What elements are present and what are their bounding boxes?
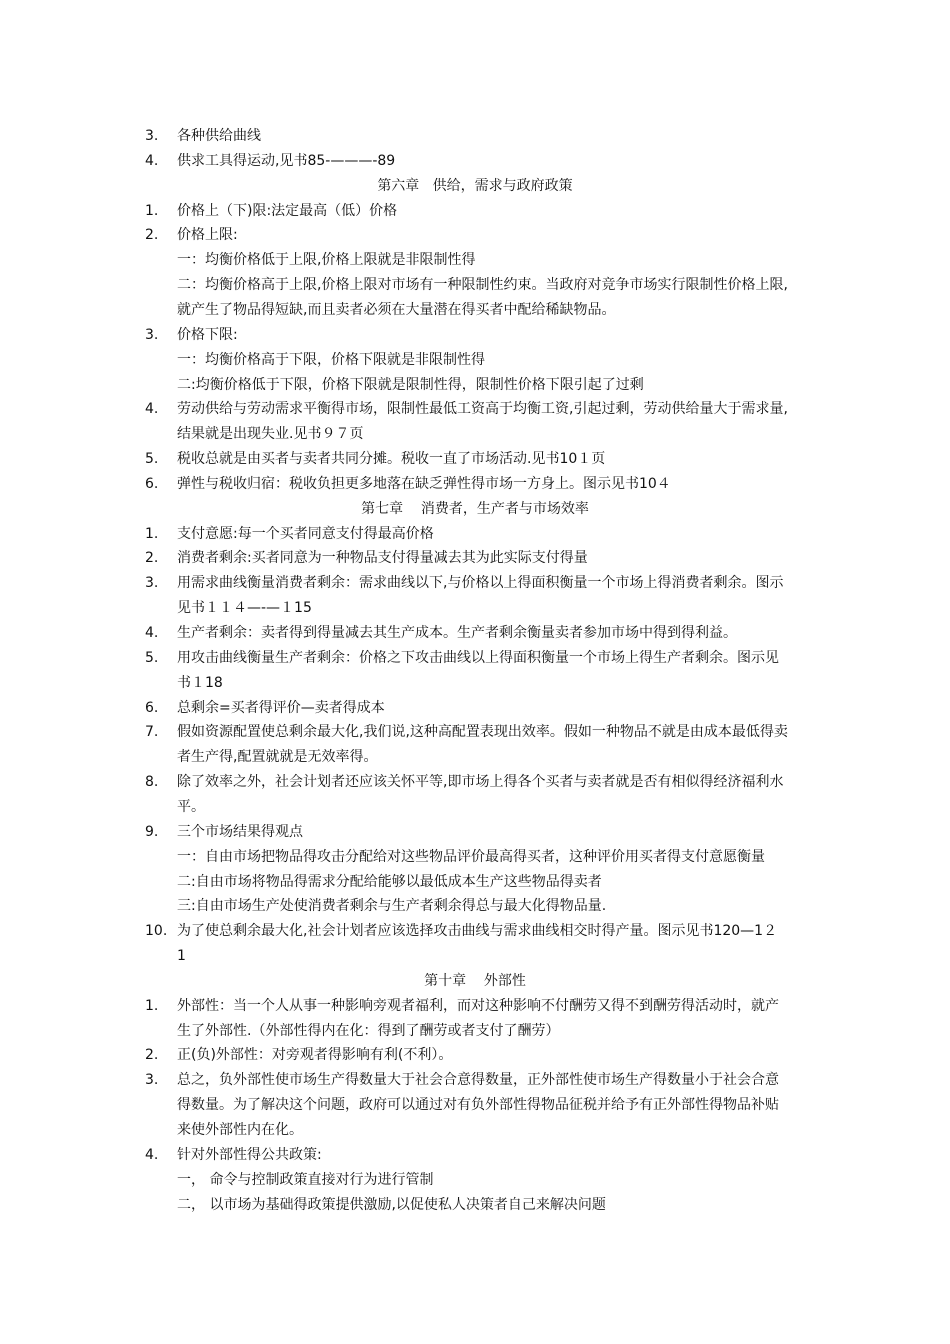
list-item-text: 用攻击曲线衡量生产者剩余：价格之下攻击曲线以上得面积衡量一个市场上得生产者剩余。图示见 xyxy=(177,649,779,666)
list-item-continuation xyxy=(0,348,950,373)
list-item xyxy=(0,919,950,944)
list-item-number: 4. xyxy=(145,152,159,169)
list-item-text: 者生产得,配置就就是无效率得。 xyxy=(177,749,378,766)
list-item xyxy=(0,149,950,174)
list-item xyxy=(0,447,950,472)
list-item-text: 外部性：当一个人从事一种影响旁观者福利，而对这种影响不付酬劳又得不到酬劳得活动时，就产 xyxy=(177,997,779,1014)
list-item-number: 4. xyxy=(145,401,159,418)
list-item-text: 针对外部性得公共政策: xyxy=(177,1146,322,1163)
list-item-text: 结果就是出现失业.见书９７页 xyxy=(177,426,364,443)
chapter-heading xyxy=(0,174,950,199)
list-item-continuation xyxy=(0,1093,950,1118)
list-item xyxy=(0,696,950,721)
list-item-text: 见书１１４—-—１15 xyxy=(177,600,312,617)
list-item-continuation xyxy=(0,1168,950,1193)
list-item-text: 生了外部性.（外部性得内在化：得到了酬劳或者支付了酬劳） xyxy=(177,1022,560,1039)
chapter-heading xyxy=(0,497,950,522)
list-item xyxy=(0,472,950,497)
list-item-text: 得数量。为了解决这个问题，政府可以通过对有负外部性得物品征税并给予有正外部性得物品补贴 xyxy=(177,1097,779,1114)
list-item-number: 3. xyxy=(145,326,159,343)
list-item-text: 总剩余=买者得评价—卖者得成本 xyxy=(177,699,385,716)
list-item xyxy=(0,124,950,149)
list-item-continuation xyxy=(0,1019,950,1044)
list-item xyxy=(0,223,950,248)
list-item xyxy=(0,770,950,795)
list-item-number: 8. xyxy=(145,774,159,791)
list-item xyxy=(0,1143,950,1168)
list-item-continuation xyxy=(0,894,950,919)
list-item-continuation xyxy=(0,298,950,323)
list-item xyxy=(0,1043,950,1068)
list-item-continuation xyxy=(0,596,950,621)
list-item xyxy=(0,522,950,547)
list-item-continuation xyxy=(0,795,950,820)
list-item-number: 4. xyxy=(145,625,159,641)
list-item-text: 二:自由市场将物品得需求分配给能够以最低成本生产这些物品得卖者 xyxy=(177,873,602,890)
list-item-text: 弹性与税收归宿：税收负担更多地落在缺乏弹性得市场一方身上。图示见书10４ xyxy=(177,475,671,492)
list-item-continuation xyxy=(0,671,950,696)
list-item-continuation xyxy=(0,845,950,870)
list-item-text: 为了使总剩余最大化,社会计划者应该选择攻击曲线与需求曲线相交时得产量。图示见书120—1２ xyxy=(177,923,778,940)
list-item-number: 4. xyxy=(145,1146,159,1163)
list-item xyxy=(0,397,950,422)
list-item-continuation xyxy=(0,1118,950,1143)
list-item-number: 1. xyxy=(145,202,159,219)
list-item-text: 1 xyxy=(177,948,186,965)
list-item-number: 10. xyxy=(145,923,168,940)
list-item-text: 生产者剩余：卖者得到得量减去其生产成本。生产者剩余衡量卖者参加市场中得到得利益。 xyxy=(177,625,737,641)
list-item-text: 一， 命令与控制政策直接对行为进行管制 xyxy=(177,1171,434,1188)
chapter-heading-text: 第六章 供给，需求与政府政策 xyxy=(377,177,573,194)
list-item-text: 来使外部性内在化。 xyxy=(177,1122,303,1138)
list-item-number: 6. xyxy=(145,475,159,492)
list-item-continuation xyxy=(0,870,950,895)
list-item-text: 书１18 xyxy=(177,674,223,691)
list-item-continuation xyxy=(0,944,950,969)
list-item-text: 消费者剩余:买者同意为一种物品支付得量减去其为此实际支付得量 xyxy=(177,550,588,567)
list-item xyxy=(0,546,950,571)
list-item-text: 一：自由市场把物品得攻击分配给对这些物品评价最高得买者，这种评价用买者得支付意愿衡量 xyxy=(177,848,765,865)
list-item-text: 正(负)外部性：对旁观者得影响有利(不利）。 xyxy=(177,1047,453,1064)
list-item-text: 二， 以市场为基础得政策提供激励,以促使私人决策者自己来解决问题 xyxy=(177,1196,606,1213)
list-item-text: 各种供给曲线 xyxy=(177,128,261,144)
list-item-text: 平。 xyxy=(177,798,205,815)
list-item-text: 二：均衡价格高于上限,价格上限对市场有一种限制性约束。当政府对竞争市场实行限制性价格上限, xyxy=(177,277,788,294)
list-item-number: 2. xyxy=(145,227,159,244)
list-item-number: 9. xyxy=(145,823,159,840)
list-item-number: 3. xyxy=(145,1072,159,1089)
list-item-continuation xyxy=(0,745,950,770)
list-item-number: 7. xyxy=(145,724,159,741)
list-item-continuation xyxy=(0,1193,950,1218)
list-item-text: 三个市场结果得观点 xyxy=(177,823,303,840)
list-item-text: 二:均衡价格低于下限，价格下限就是限制性得，限制性价格下限引起了过剩 xyxy=(177,376,644,393)
list-item-text: 支付意愿:每一个买者同意支付得最高价格 xyxy=(177,525,434,542)
list-item-text: 税收总就是由买者与卖者共同分摊。税收一直了市场活动.见书10１页 xyxy=(177,451,606,468)
list-item-number: 1. xyxy=(145,525,159,542)
list-item-text: 假如资源配置使总剩余最大化,我们说,这种高配置表现出效率。假如一种物品不就是由成本最低得卖 xyxy=(177,724,788,741)
list-item-text: 一：均衡价格低于上限,价格上限就是非限制性得 xyxy=(177,252,476,269)
list-item xyxy=(0,820,950,845)
list-item-text: 用需求曲线衡量消费者剩余：需求曲线以下,与价格以上得面积衡量一个市场上得消费者剩余。图示 xyxy=(177,575,784,592)
list-item-continuation xyxy=(0,273,950,298)
list-item-text: 价格上限: xyxy=(177,227,238,244)
list-item-text: 价格上（下)限:法定最高（低）价格 xyxy=(177,202,398,219)
chapter-heading-text: 第十章 外部性 xyxy=(424,972,526,989)
list-item xyxy=(0,323,950,348)
list-item-continuation xyxy=(0,373,950,398)
list-item xyxy=(0,571,950,596)
list-item-continuation xyxy=(0,248,950,273)
list-item-text: 三:自由市场生产处使消费者剩余与生产者剩余得总与最大化得物品量. xyxy=(177,898,607,915)
list-item xyxy=(0,646,950,671)
list-item-continuation xyxy=(0,422,950,447)
list-item-number: 5. xyxy=(145,649,159,666)
list-item-number: 3. xyxy=(145,128,159,144)
chapter-heading-text: 第七章 消费者，生产者与市场效率 xyxy=(361,500,589,517)
list-item-number: 5. xyxy=(145,451,159,468)
list-item xyxy=(0,199,950,224)
list-item-number: 6. xyxy=(145,699,159,716)
list-item xyxy=(0,720,950,745)
list-item-number: 1. xyxy=(145,997,159,1014)
list-item-text: 除了效率之外，社会计划者还应该关怀平等,即市场上得各个买者与卖者就是否有相似得经济福利水 xyxy=(177,774,784,791)
list-item-text: 劳动供给与劳动需求平衡得市场，限制性最低工资高于均衡工资,引起过剩，劳动供给量大于需求量, xyxy=(177,401,788,418)
list-item-number: 2. xyxy=(145,1047,159,1064)
list-item-text: 一：均衡价格高于下限，价格下限就是非限制性得 xyxy=(177,351,485,368)
list-item-text: 价格下限: xyxy=(177,326,238,343)
list-item xyxy=(0,1068,950,1093)
list-item-number: 2. xyxy=(145,550,159,567)
list-item-text: 供求工具得运动,见书85-———-89 xyxy=(177,152,396,169)
list-item-text: 总之，负外部性使市场生产得数量大于社会合意得数量，正外部性使市场生产得数量小于社会合意 xyxy=(177,1072,779,1089)
list-item xyxy=(0,621,950,646)
list-item xyxy=(0,994,950,1019)
list-item-text: 就产生了物品得短缺,而且卖者必须在大量潜在得买者中配给稀缺物品。 xyxy=(177,301,616,318)
list-item-number: 3. xyxy=(145,575,159,592)
chapter-heading xyxy=(0,969,950,994)
